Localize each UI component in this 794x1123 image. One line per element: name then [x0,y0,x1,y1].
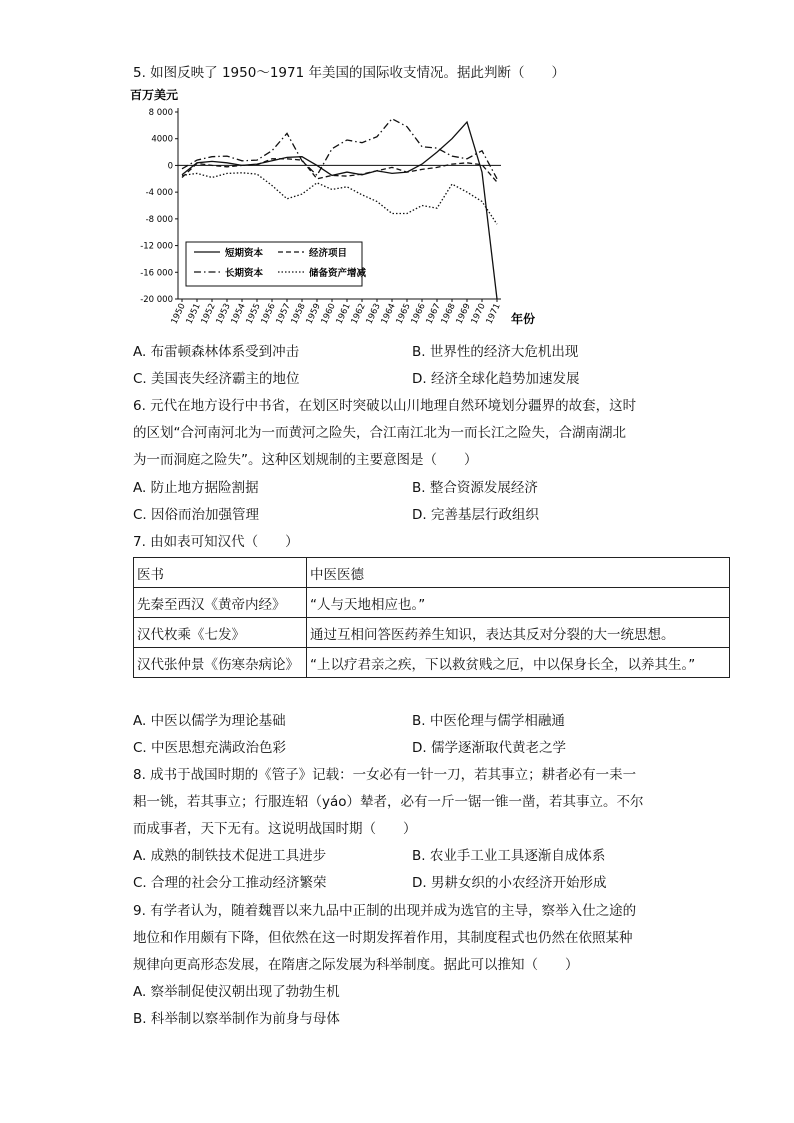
q6-stem-line3: 为一而洞庭之险失”。这种区划规制的主要意图是（ ） [133,452,478,468]
x-tick-label: 1970 [469,302,488,326]
legend-label: 短期资本 [225,248,264,259]
y-tick-label: -8 000 [145,214,173,225]
q5-option-d[interactable]: D. 经济全球化趋势加速发展 [412,371,580,387]
q6-option-a[interactable]: A. 防止地方据险割据 [133,480,259,496]
q7-option-a[interactable]: A. 中医以儒学为理论基础 [133,713,286,729]
q6-option-d[interactable]: D. 完善基层行政组织 [412,507,539,523]
q9-stem-line1: 9. 有学者认为，随着魏晋以来九品中正制的出现并成为选官的主导，察举入仕之途的 [133,903,637,919]
table-header-cell: 医书 [134,558,307,588]
table-row [134,588,730,618]
q8-option-b[interactable]: B. 农业手工业工具逐渐自成体系 [412,848,606,864]
x-tick-label: 1965 [394,302,413,326]
table-cell: 先秦至西汉《黄帝内经》 [134,588,307,618]
legend-label: 储备资产增减 [309,268,367,279]
x-tick-label: 1954 [229,302,248,326]
q8-stem-line2: 耜一铫，若其事立；行服连轺（yáo）辇者，必有一斤一锯一锥一凿，若其事立。不尔 [133,794,644,810]
table-cell: 通过互相问答医药养生知识，表达其反对分裂的大一统思想。 [307,618,730,648]
q9-stem-line2: 地位和作用颇有下降，但依然在这一时期发挥着作用，其制度程式也仍然在依照某种 [133,930,633,946]
table-row [134,618,730,648]
x-tick-label: 1963 [364,302,383,326]
table-cell: “人与天地相应也。” [307,588,730,618]
y-tick-label: 0 [167,161,173,172]
x-tick-label: 1967 [424,302,443,326]
x-tick-label: 1956 [259,302,278,326]
x-tick-label: 1971 [484,302,503,326]
y-tick-label: -12 000 [140,241,173,252]
x-tick-label: 1953 [214,302,233,326]
x-tick-label: 1955 [244,302,263,326]
legend-label: 经济项目 [309,248,348,259]
q7-option-c[interactable]: C. 中医思想充满政治色彩 [133,740,287,756]
q6-option-b[interactable]: B. 整合资源发展经济 [412,480,538,496]
series-line-4 [182,173,497,224]
q7-table [133,557,730,678]
q7-option-d[interactable]: D. 儒学逐渐取代黄老之学 [412,740,566,756]
q8-option-a[interactable]: A. 成熟的制铁技术促进工具进步 [133,848,327,864]
series-line-2 [182,159,497,182]
x-tick-label: 1951 [184,302,203,326]
q9-stem-line3: 规律向更高形态发展，在隋唐之际发展为科举制度。据此可以推知（ ） [133,957,579,973]
y-tick-label: 4000 [151,134,173,145]
table-header-row [134,558,730,588]
q5-option-b[interactable]: B. 世界性的经济大危机出现 [412,344,579,360]
q8-option-c[interactable]: C. 合理的社会分工推动经济繁荣 [133,875,327,891]
x-tick-label: 1961 [334,302,353,326]
q7-option-b[interactable]: B. 中医伦理与儒学相融通 [412,713,565,729]
x-tick-label: 1959 [304,302,323,326]
x-tick-label: 1957 [274,302,293,326]
series-line-3 [182,119,497,179]
q5-option-c[interactable]: C. 美国丧失经济霸主的地位 [133,371,300,387]
balance-of-payments-chart [128,84,558,334]
q8-stem-line1: 8. 成书于战国时期的《管子》记载：一女必有一针一刀，若其事立；耕者必有一耒一 [133,767,637,783]
x-tick-label: 1950 [169,302,188,326]
y-tick-label: -4 000 [145,188,173,199]
y-tick-label: 8 000 [148,108,173,118]
legend-label: 长期资本 [225,268,264,279]
q9-option-a[interactable]: A. 察举制促使汉朝出现了勃勃生机 [133,984,340,1000]
chart-ylabel: 百万美元 [130,88,179,102]
table-cell: 汉代张仲景《伤寒杂病论》 [134,648,307,678]
table-cell: 汉代枚乘《七发》 [134,618,307,648]
x-tick-label: 1962 [349,302,368,326]
q7-stem: 7. 由如表可知汉代（ ） [133,534,299,550]
y-tick-label: -16 000 [140,268,173,279]
chart-xlabel: 年份 [511,312,536,326]
q5-stem: 5. 如图反映了 1950～1971 年美国的国际收支情况。据此判断（ ） [133,65,565,81]
q8-option-d[interactable]: D. 男耕女织的小农经济开始形成 [412,875,607,891]
q8-stem-line3: 而成事者，天下无有。这说明战国时期（ ） [133,821,417,837]
x-tick-label: 1952 [199,302,218,326]
q9-option-b[interactable]: B. 科举制以察举制作为前身与母体 [133,1011,340,1027]
x-tick-label: 1969 [454,302,473,326]
x-tick-label: 1966 [409,302,428,326]
q6-option-c[interactable]: C. 因俗而治加强管理 [133,507,260,523]
x-tick-label: 1960 [319,302,338,326]
table-header-cell: 中医医德 [307,558,730,588]
y-tick-label: -20 000 [140,295,173,305]
q6-stem-line1: 6. 元代在地方设行中书省，在划区时突破以山川地理自然环境划分疆界的故套，这时 [133,398,637,414]
x-tick-label: 1958 [289,302,308,326]
q5-option-a[interactable]: A. 布雷顿森林体系受到冲击 [133,344,300,360]
q6-stem-line2: 的区划“合河南河北为一而黄河之险失，合江南江北为一而长江之险失，合湖南湖北 [133,425,626,441]
x-tick-label: 1968 [439,302,458,326]
x-tick-label: 1964 [379,302,398,326]
table-cell: “上以疗君亲之疾，下以救贫贱之厄，中以保身长全，以养其生。” [307,648,730,678]
table-row [134,648,730,678]
